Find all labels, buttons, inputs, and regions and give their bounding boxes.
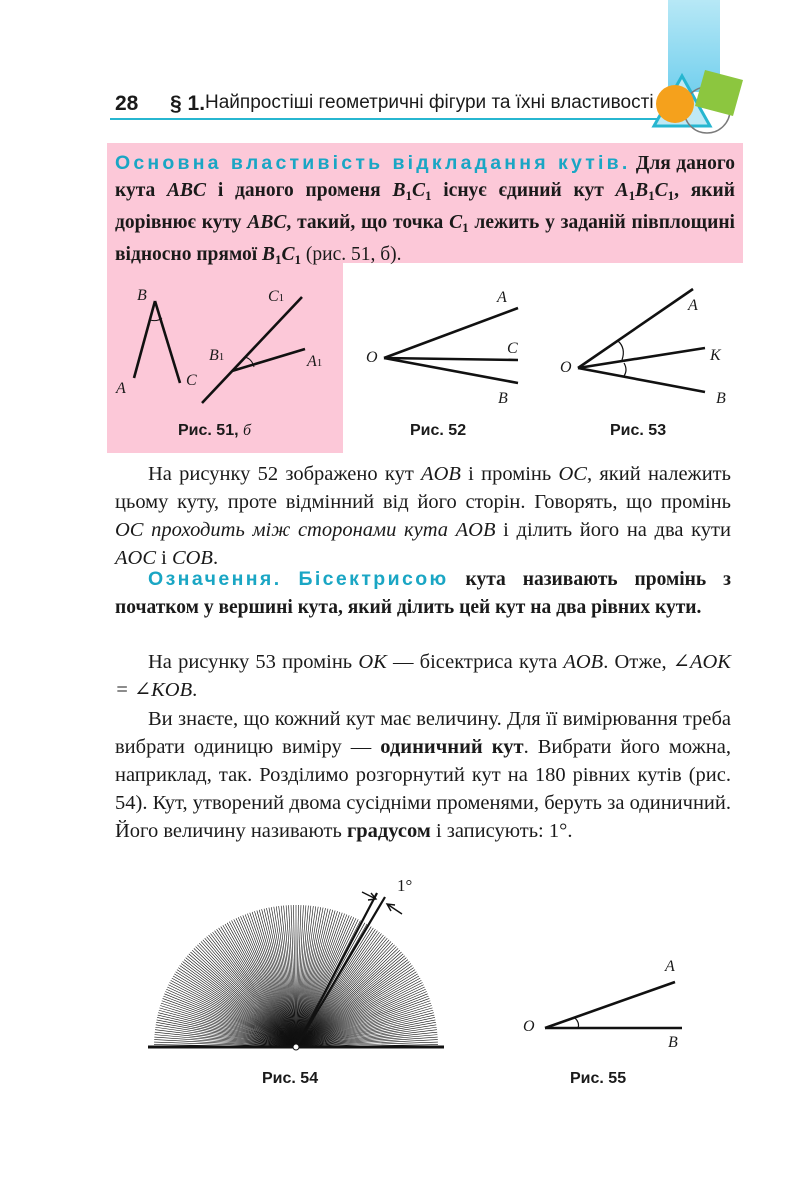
fig51-ray-ba: [134, 301, 155, 378]
fig54-arrow-right-icon: [387, 904, 402, 914]
fig54-degree-label: 1°: [397, 876, 413, 895]
fig52-label-a: A: [497, 289, 507, 306]
fig52-label-c: C: [507, 340, 518, 357]
fig52-caption: Рис. 52: [410, 422, 467, 439]
fig54-center-point: [293, 1044, 299, 1050]
section-symbol: § 1.: [170, 92, 206, 115]
paragraph-1: На рисунку 52 зображено кут AOB і промінь OC, який належить цьому куту, проте відмінний від його сторін. Говорять, що промінь OC проходить між сторонами кута AOB і ділить його на два кути AOC і COB.: [115, 463, 731, 569]
fig55-label-a: A: [665, 958, 675, 975]
fig53-angle-arc-2: [624, 363, 626, 376]
decor-shapes-icon: [645, 58, 745, 138]
figure-53: [560, 280, 740, 410]
fig52-label-o: O: [366, 349, 378, 366]
definition-term: Бісектрисою: [298, 568, 449, 590]
fig53-label-o: O: [560, 359, 572, 376]
fig53-caption: Рис. 53: [610, 422, 667, 439]
fig51-label-a1: A1: [307, 353, 323, 370]
header-rule: [110, 118, 665, 120]
fig55-ray-oa: [545, 982, 675, 1028]
fig52-label-b: B: [498, 390, 508, 407]
fig55-caption: Рис. 55: [570, 1070, 627, 1087]
figure-54: [140, 870, 450, 1055]
fig55-angle-arc: [575, 1018, 579, 1028]
definition: Означення. Бісектрисою кута називають промінь з початком у вершині кута, який ділить цей кут на два рівних кути.: [115, 568, 731, 618]
fig51-ray-bc: [155, 301, 180, 383]
fig51-label-b1: B1: [209, 347, 225, 364]
fig55-label-b: B: [668, 1034, 678, 1051]
fig55-label-o: O: [523, 1018, 535, 1035]
fig51-label-b: B: [137, 287, 147, 304]
paragraph-3: Ви знаєте, що кожний кут має величину. Для її вимірювання треба вибрати одиницю виміру — одиничний кут. Вибрати його можна, наприклад, так. Розділимо розгорнутий кут на 180 рівних кутів (рис. 54). Кут, утворений двома сусідніми променями, беруть за одиничний. Його величину називають градусом і записують: 1°.: [115, 708, 731, 842]
figure-55: [530, 970, 690, 1040]
fig51-label-c: C: [186, 372, 197, 389]
fig53-label-a: A: [688, 297, 698, 314]
page-number: 28: [115, 92, 139, 115]
fig53-ray-oa: [578, 289, 693, 368]
definition-label: Означення.: [148, 568, 282, 590]
section-title: Найпростіші геометричні фігури та їхні властивості: [205, 92, 654, 113]
property-title: Основна властивість відкладання кутів.: [115, 152, 631, 174]
fig53-angle-arc-1: [618, 341, 623, 360]
fig53-label-b: B: [716, 390, 726, 407]
fig51-label-a: A: [116, 380, 126, 397]
fig51-label-c1: C1: [268, 288, 285, 305]
fig52-ray-oa: [384, 308, 518, 358]
fig54-arrow-left-icon: [362, 892, 376, 900]
fig52-ray-ob: [384, 358, 518, 383]
paragraph-2: На рисунку 53 промінь OK — бісектриса кута AOB. Отже, ∠AOK = ∠KOB.: [115, 651, 731, 701]
property-text: Основна властивість відкладання кутів. Для даного кута ABC і даного променя $B_1C_1$ існує єдиний кут $A_1B_1C_1$, який дорівнює куту ABC, такий, що точка $C_1$ лежить у заданій півплощині відносно прямої $B_1C_1$ (рис. 51, б).: [115, 152, 736, 267]
fig51-caption: Рис. 51, б: [178, 422, 252, 439]
fig54-caption: Рис. 54: [262, 1070, 319, 1087]
fig53-ray-ob: [578, 368, 705, 392]
fig53-label-k: K: [710, 347, 721, 364]
fig52-ray-oc: [384, 358, 518, 360]
fig53-ray-ok: [578, 348, 705, 368]
